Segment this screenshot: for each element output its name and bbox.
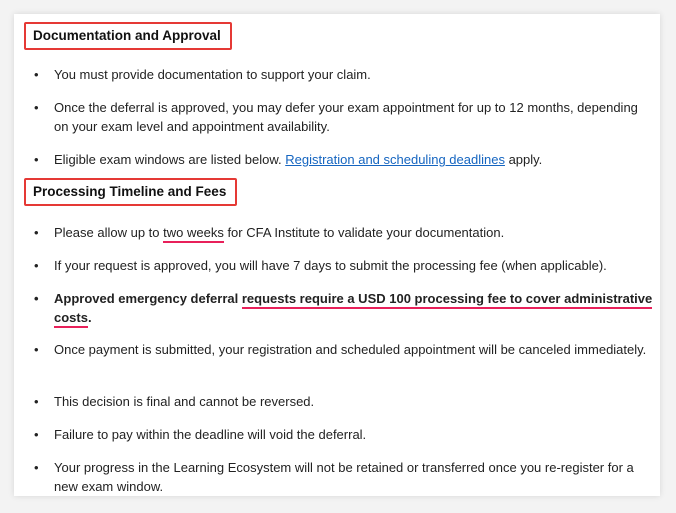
emphasis-underline: two weeks: [163, 225, 224, 243]
registration-deadlines-link[interactable]: Registration and scheduling deadlines: [285, 152, 505, 167]
list-item: • Once the deferral is approved, you may defer your exam appointment for up to 12 months, depending on your exam level and appointment availability.: [34, 100, 638, 134]
emphasis-underline: requests require a USD 100 processing fee to cover administrative: [242, 291, 652, 309]
bullet-icon: •: [34, 342, 39, 357]
bullet-icon: •: [34, 152, 39, 167]
heading-processing-fees: Processing Timeline and Fees: [24, 178, 237, 206]
content-card: [14, 14, 660, 496]
list-item: • If your request is approved, you will have 7 days to submit the processing fee (when applicable).: [34, 258, 607, 273]
list-item: • Once payment is submitted, your registration and scheduled appointment will be canceled immediately.: [34, 342, 647, 357]
list-item: • Please allow up to two weeks for CFA Institute to validate your documentation.: [54, 223, 654, 242]
heading-documentation-approval: Documentation and Approval: [24, 22, 232, 50]
list-item: • Eligible exam windows are listed below. Registration and scheduling deadlines apply.: [34, 152, 543, 167]
bullet-icon: •: [34, 460, 39, 475]
list-item: • You must provide documentation to support your claim.: [34, 67, 371, 82]
list-item: • Failure to pay within the deadline will void the deferral.: [34, 427, 367, 442]
bullet-icon: •: [34, 225, 39, 240]
bullet-icon: •: [34, 258, 39, 273]
bullet-icon: •: [34, 291, 39, 306]
emphasis-underline: costs: [54, 310, 88, 328]
bullet-icon: •: [34, 100, 39, 115]
bullet-icon: •: [34, 427, 39, 442]
list-item: • Approved emergency deferral requests require a USD 100 processing fee to cover administrative costs.: [54, 289, 654, 327]
bullet-icon: •: [34, 67, 39, 82]
list-item: • This decision is final and cannot be reversed.: [34, 394, 315, 409]
bullet-icon: •: [34, 394, 39, 409]
list-item: • Your progress in the Learning Ecosystem will not be retained or transferred once you re-register for a new exam window.: [34, 460, 634, 494]
